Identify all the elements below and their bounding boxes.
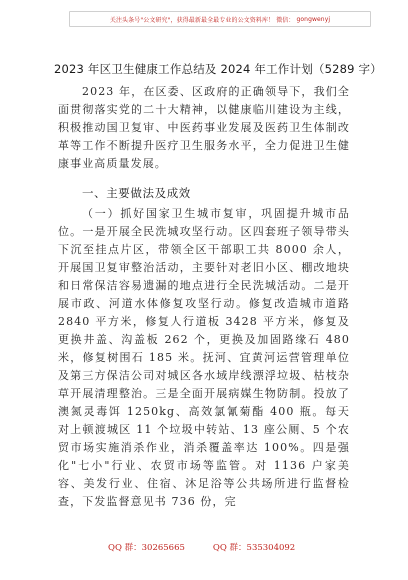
footer-contacts (108, 541, 295, 553)
intro-paragraph: 2023 年，在区委、区政府的正确领导下，我们全面贯彻落实党的二十大精神，以健康临川建设为主线，积极推动国卫复审、中医药事业发展及医药卫生体制改革等工作不断提升医疗卫生服务水平，全力促进卫生健康事业高质量发展。 (58, 85, 350, 170)
header-banner-contact-value: gongwenyj (296, 15, 331, 23)
section-heading: 一、主要做法及成效 (82, 186, 191, 200)
main-paragraph: （一）抓好国家卫生城市复审，巩固提升城市品位。一是开展全民洗城攻坚行动。区四套班子领导带头下沉至挂点片区，带领全区干部职工共 8000 余人，开展国卫复审整治活动，主要针对老旧小区、棚改地块和日常保洁容易遗漏的地点进行全民洗城活动。二是开展市政、河道水体修复攻坚行动。修复改造城市道路 2840 平方米，修复人行道板 3428 平方米，修复及更换井盖、沟盖板 262 个，更换及加固路缘石 480 米，修复树围石 185 米。抚河、宜黄河运营管理单位及第三方保洁公司对城区各水域岸线漂浮垃圾、枯枝杂草开展清理整治。三是全面开展病媒生物防制。投放了澳氮灵毒饵 1250kg、高效氯氰菊酯 400 瓶。每天对上顿渡城区 11 个垃圾中转站、13 座公厕、5 个农贸市场实施消杀作业，消杀覆盖率达 100%。四是强化"七小"行业、农贸市场等监管。对 1136 户家美容、美发行业、住宿、沐足浴等公共场所进行监督检查，下发监督意见书 736 份，完 (58, 207, 350, 508)
document-title: 2023 年区卫生健康工作总结及 2024 年工作计划（5289 字） (54, 62, 382, 76)
footer-qq2-value: 535304092 (246, 543, 296, 553)
header-banner-contact-label: 微信： (276, 16, 295, 24)
footer-qq2-label: QQ 群： (212, 543, 247, 553)
header-banner-text: 关注头条号"公文研究"，获得最新最全最专业的公文资料库！ (109, 16, 275, 24)
header-banner (69, 11, 371, 27)
footer-qq1-label: QQ 群： (108, 543, 142, 553)
footer-qq1-value: 30265665 (141, 543, 185, 553)
